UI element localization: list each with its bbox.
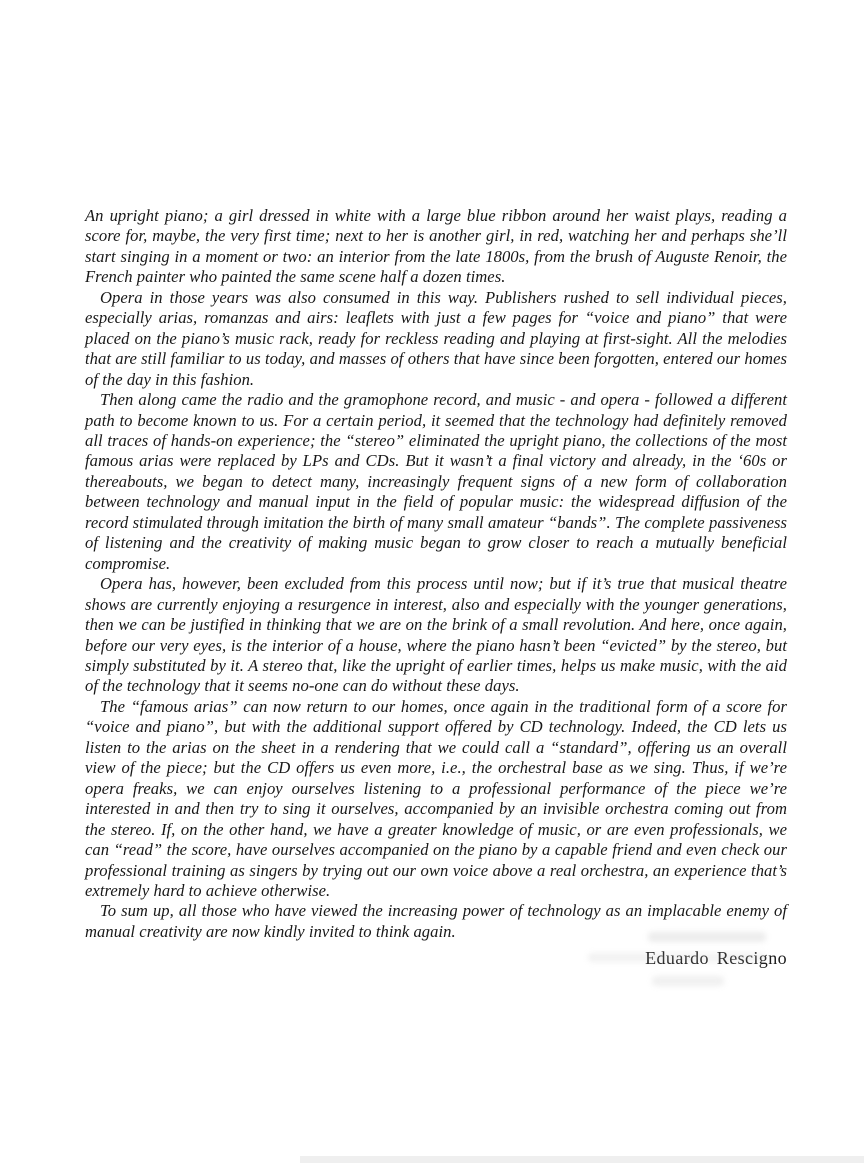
scan-show-through-artifact <box>588 953 766 962</box>
paragraph-intro-renoir: An upright piano; a girl dressed in white with a large blue ribbon around her waist plays, reading a score for, maybe, the very first time; next to her is another girl, in red, watching her and perhaps she’ll start singing in a moment or two: an interior from the late 1800s, from the brush of Auguste Renoir, the French painter who painted the same scene half a dozen times. <box>85 206 787 287</box>
scan-show-through-artifact <box>652 976 724 986</box>
paragraph-opera-consumed: Opera in those years was also consumed in this way. Publishers rushed to sell individual pieces, especially arias, romanzas and airs: leaflets with just a few pages for “voice and piano” that were placed on the piano’s music rack, ready for reckless reading and playing at first-sight. All the melodies that are still familiar to us today, and masses of others that have since been forgotten, entered our homes of the day in this fashion. <box>85 287 787 389</box>
paragraph-opera-excluded: Opera has, however, been excluded from this process until now; but if it’s true that musical theatre shows are currently enjoying a resurgence in interest, also and especially with the younger generations, then we can be justified in thinking that we are on the brink of a small revolution. And here, once again, before our very eyes, is the interior of a house, where the piano hasn’t been “evicted” by the stereo, but simply substituted by it. A stereo that, like the upright of earlier times, helps us make music, with the aid of the technology that it seems no-one can do without these days. <box>85 574 787 696</box>
author-signature: Eduardo Rescigno <box>645 948 787 969</box>
paragraph-to-sum-up: To sum up, all those who have viewed the increasing power of technology as an implacable enemy of manual creativity are now kindly invited to think again. <box>85 901 787 941</box>
preface-text-block <box>85 206 787 969</box>
scan-show-through-artifact <box>648 932 766 942</box>
paragraph-famous-arias-cd: The “famous arias” can now return to our homes, once again in the traditional form of a score for “voice and piano”, but with the additional support offered by CD technology. Indeed, the CD lets us listen to the arias on the sheet in a rendering that we could call a “standard”, offering us an overall view of the piece; but the CD offers us even more, i.e., the orchestral base as we sing. Thus, if we’re opera freaks, we can enjoy ourselves listening to a professional performance of the piece we’re interested in and then try to sing it ourselves, accompanied by an invisible orchestra coming out from the stereo. If, on the other hand, we have a greater knowledge of music, or are even professionals, we can “read” the score, have ourselves accompanied on the piano by a capable friend and even check our professional training as singers by trying out our own voice above a real orchestra, an experience that’s extremely hard to achieve otherwise. <box>85 696 787 900</box>
paragraph-radio-gramophone: Then along came the radio and the gramophone record, and music - and opera - followed a different path to become known to us. For a certain period, it seemed that the technology had definitely removed all traces of hands-on experience; the “stereo” eliminated the upright piano, the collections of the most famous arias were replaced by LPs and CDs. But it wasn’t a final victory and already, in the ‘60s or thereabouts, we began to detect many, increasingly frequent signs of a new form of collaboration between technology and manual input in the field of popular music: the widespread diffusion of the record stimulated through imitation the birth of many small amateur “bands”. The complete passiveness of listening and the creativity of making music began to grow closer to reach a mutually beneficial compromise. <box>85 390 787 573</box>
page-bottom-scan-band <box>300 1156 864 1163</box>
